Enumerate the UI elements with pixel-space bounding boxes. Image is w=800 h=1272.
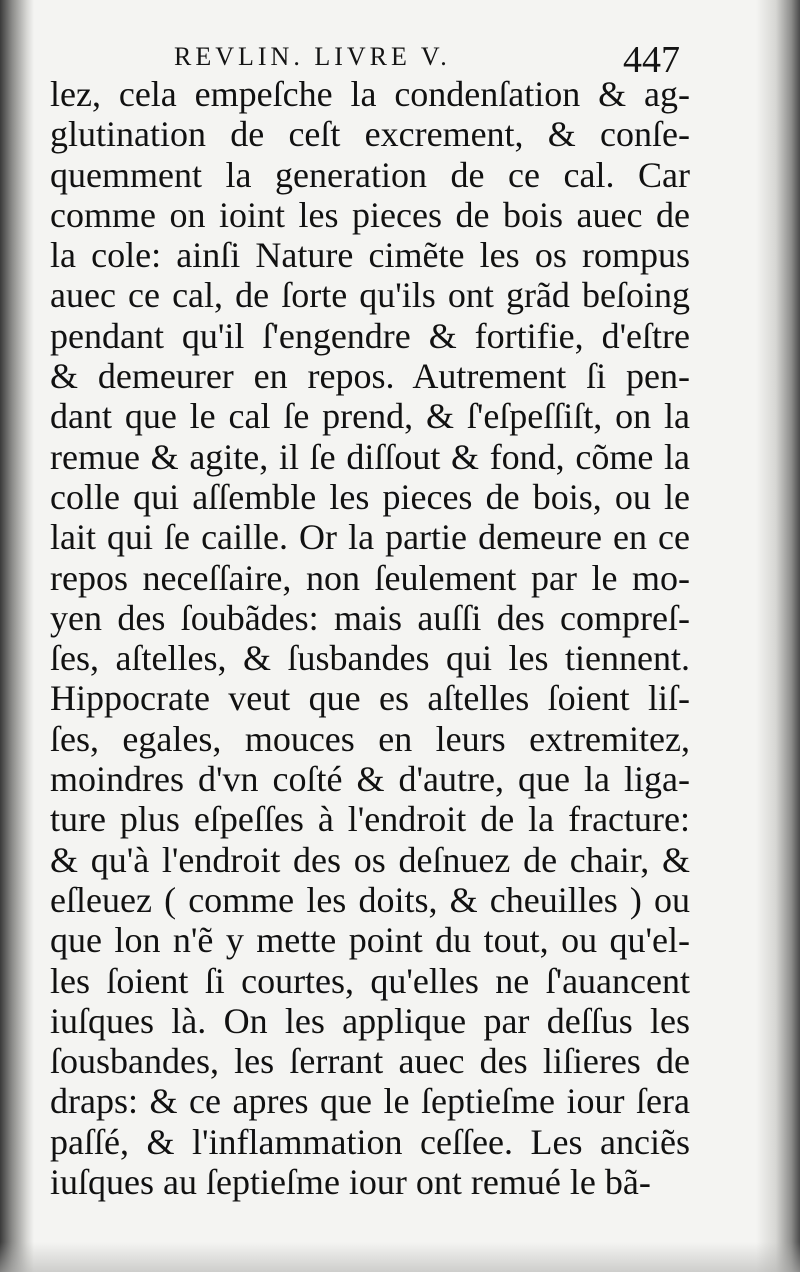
text-line: ſes, egales, mouces en leurs extremitez, [50, 718, 690, 759]
text-line: moindres d'vn coſté & d'autre, que la liga- [50, 759, 690, 800]
text-line: eſleuez ( comme les doits, & cheuilles ) ou [50, 879, 690, 920]
text-line: paſſé, & l'inflammation ceſſee. Les anciẽs [50, 1121, 690, 1162]
text-line: iuſques là. On les applique par deſſus les [50, 1000, 690, 1041]
text-line: & qu'à l'endroit des os deſnuez de chair, & [50, 839, 690, 880]
text-line: remue & agite, il ſe diſſout & fond, cõme la [50, 436, 690, 477]
running-head: REVLIN. LIVRE V. [174, 42, 451, 71]
text-line: repos neceſſaire, non ſeulement par le mo- [50, 557, 690, 598]
text-line: lez, cela empeſche la condenſation & ag- [50, 74, 690, 114]
text-line: glutination de ceſt excrement, & conſe- [50, 114, 690, 155]
page-gutter-shadow [0, 0, 34, 1272]
text-line: & demeurer en repos. Autrement ſi pen- [50, 356, 690, 397]
text-line: les ſoient ſi courtes, qu'elles ne ſ'auancent [50, 960, 690, 1001]
body-text [50, 74, 690, 1202]
text-line: ſes, aſtelles, & ſusbandes qui les tiennent. [50, 638, 690, 679]
text-line: yen des ſoubãdes: mais auſſi des compreſ- [50, 597, 690, 638]
text-line: iuſques au ſeptieſme iour ont remué le bã- [50, 1162, 651, 1203]
text-line: draps: & ce apres que le ſeptieſme iour ſera [50, 1081, 690, 1122]
text-line: la cole: ainſi Nature cimẽte les os rompus [50, 235, 690, 276]
text-line: dant que le cal ſe prend, & ſ'eſpeſſiſt, on la [50, 396, 690, 437]
text-line: ſousbandes, les ſerrant auec des liſieres de [50, 1041, 690, 1082]
text-line: auec ce cal, de ſorte qu'ils ont grãd beſoing [50, 275, 690, 316]
page-bottom-shadow [0, 1242, 800, 1272]
page-edge-shadow [756, 0, 800, 1272]
text-line: lait qui ſe caille. Or la partie demeure en ce [50, 517, 690, 558]
text-line: comme on ioint les pieces de bois auec de [50, 194, 690, 235]
text-line: pendant qu'il ſ'engendre & fortifie, d'eſtre [50, 315, 690, 356]
page-number: 447 [623, 39, 680, 81]
text-line: que lon n'ẽ y mette point du tout, ou qu'el- [50, 920, 690, 961]
text-line: quemment la generation de ce cal. Car [50, 154, 690, 195]
text-line: ture plus eſpeſſes à l'endroit de la fracture: [50, 799, 690, 840]
text-line: colle qui aſſemble les pieces de bois, ou le [50, 476, 690, 517]
text-line: Hippocrate veut que es aſtelles ſoient liſ- [50, 678, 690, 719]
